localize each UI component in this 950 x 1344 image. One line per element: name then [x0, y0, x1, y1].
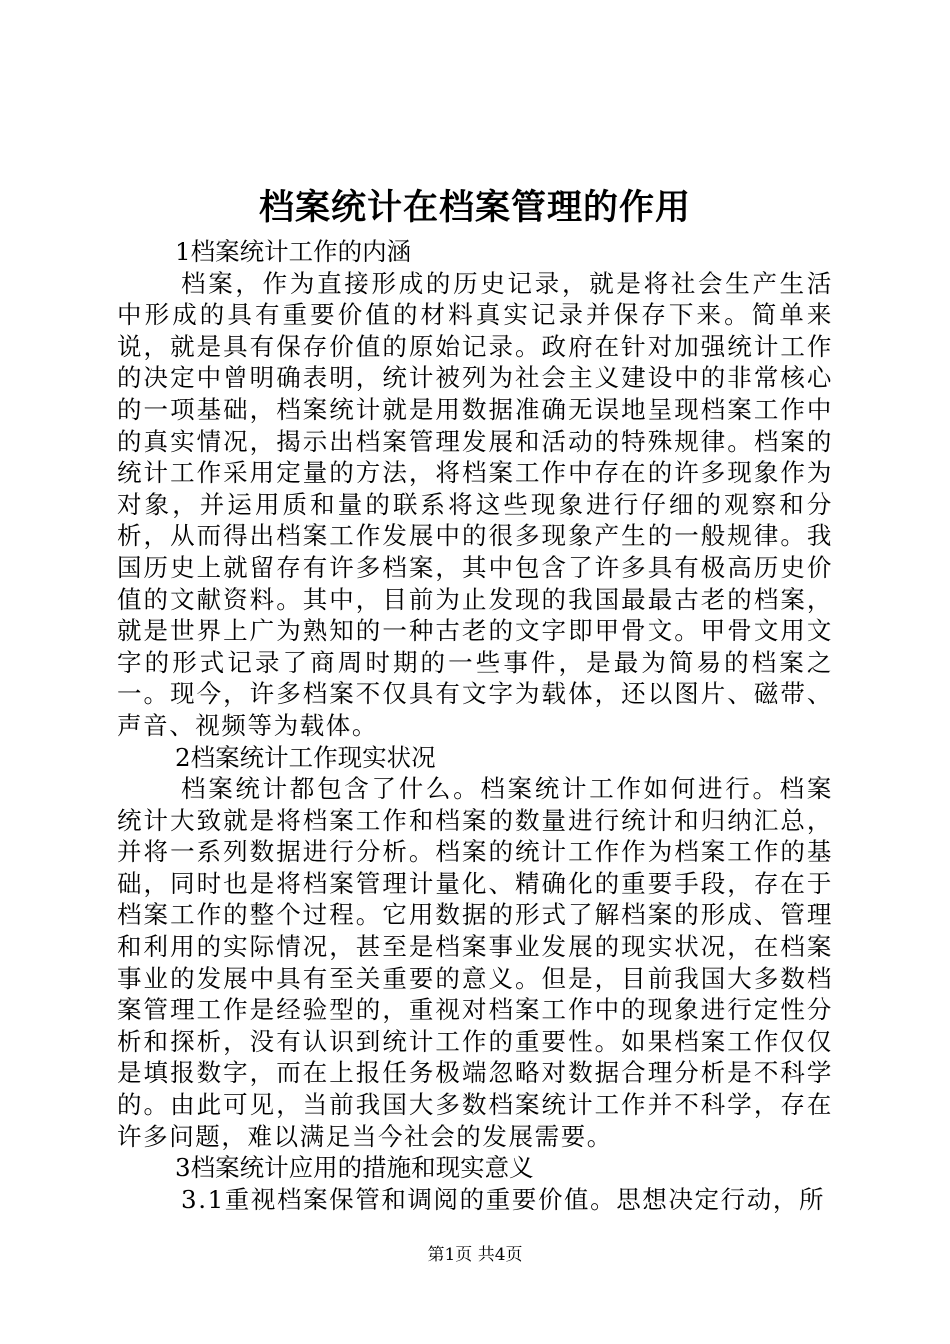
section-1-paragraph: 档案，作为直接形成的历史记录，就是将社会生产生活中形成的具有重要价值的材料真实记录并保存下来。简单来说，就是具有保存价值的原始记录。政府在针对加强统计工作的决定中曾明确表明，统计被列为社会主义建设中的非常核心的一项基础，档案统计就是用数据准确无误地呈现档案工作中的真实情况，揭示出档案管理发展和活动的特殊规律。档案的统计工作采用定量的方法，将档案工作中存在的许多现象作为对象，并运用质和量的联系将这些现象进行仔细的观察和分析，从而得出档案工作发展中的很多现象产生的一般规律。我国历史上就留存有许多档案，其中包含了许多具有极高历史价值的文献资料。其中，目前为止发现的我国最最古老的档案，就是世界上广为熟知的一种古老的文字即甲骨文。甲骨文用文字的形式记录了商周时期的一些事件，是最为简易的档案之一。现今，许多档案不仅具有文字为载体，还以图片、磁带、声音、视频等为载体。: [117, 268, 833, 740]
page-number-footer: 第1页 共4页: [427, 1245, 523, 1265]
section-2-heading: 2档案统计工作现实状况: [175, 742, 436, 772]
document-title: 档案统计在档案管理的作用: [258, 187, 691, 228]
section-3-paragraph: 3.1重视档案保管和调阅的重要价值。思想决定行动，所: [181, 1184, 826, 1214]
section-3-heading: 3档案统计应用的措施和现实意义: [175, 1153, 534, 1183]
document-body: [117, 236, 833, 1215]
section-1-heading: 1档案统计工作的内涵: [175, 237, 412, 266]
section-2-paragraph: 档案统计都包含了什么。档案统计工作如何进行。档案统计大致就是将档案工作和档案的数量进行统计和归纳汇总，并将一系列数据进行分析。档案的统计工作作为档案工作的基础，同时也是将档案管理计量化、精确化的重要手段，存在于档案工作的整个过程。它用数据的形式了解档案的形成、管理和利用的实际情况，甚至是档案事业发展的现实状况，在档案事业的发展中具有至关重要的意义。但是，目前我国大多数档案管理工作是经验型的，重视对档案工作中的现象进行定性分析和探析，没有认识到统计工作的重要性。如果档案工作仅仅是填报数字，而在上报任务极端忽略对数据合理分析是不科学的。由此可见，当前我国大多数档案统计工作并不科学，存在许多问题，难以满足当今社会的发展需要。: [117, 774, 833, 1151]
